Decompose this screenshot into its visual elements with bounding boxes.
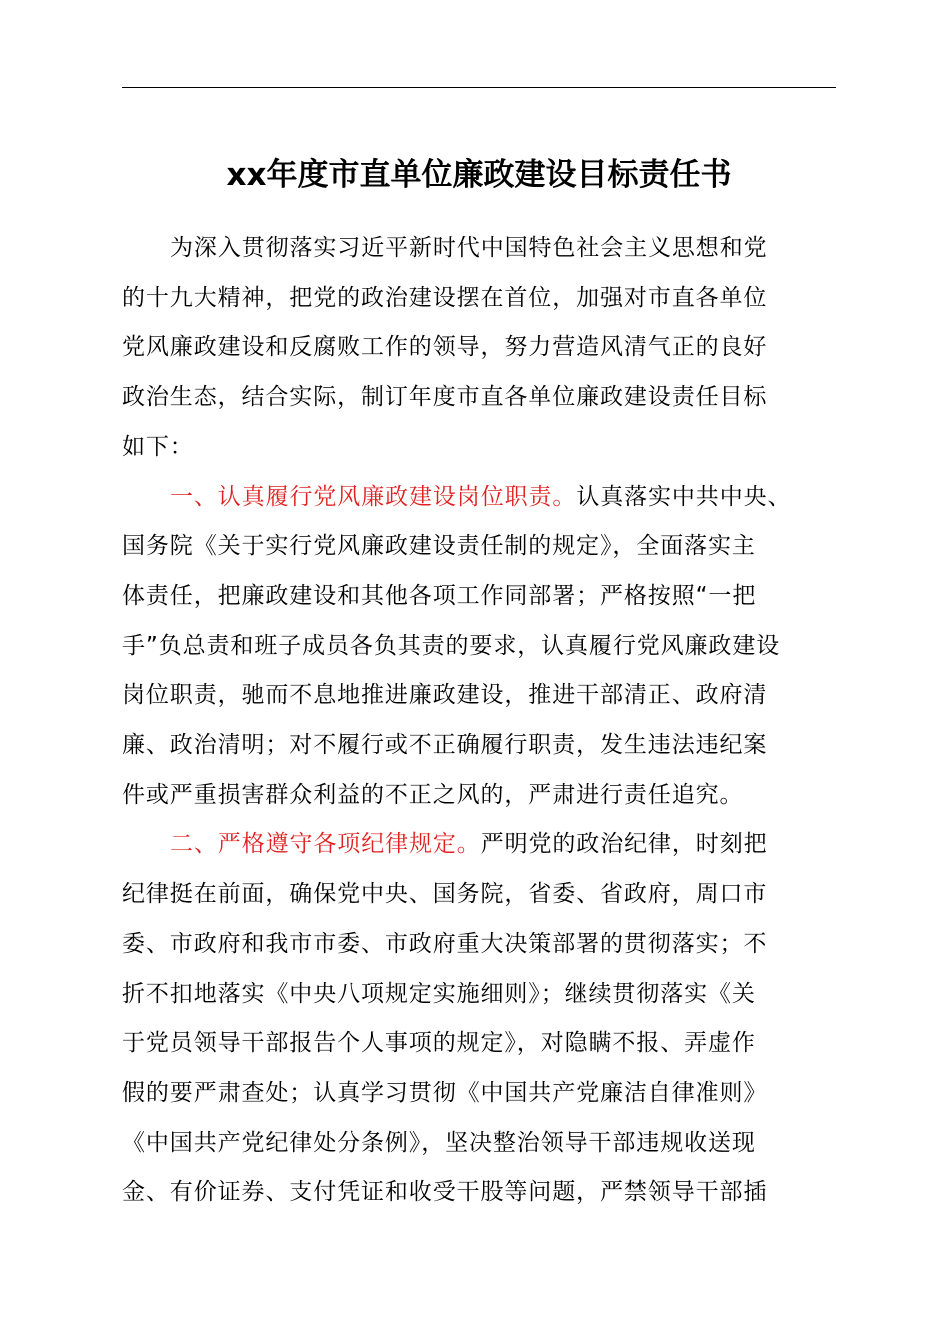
document-title: xx年度市直单位廉政建设目标责任书 — [226, 157, 732, 193]
text-line: 金、有价证券、支付凭证和收受干股等问题，严禁领导干部插 — [122, 1179, 768, 1206]
text-line: 手”负总责和班子成员各负其责的要求，认真履行党风廉政建设 — [122, 632, 781, 659]
text-line: 折不扣地落实《中央八项规定实施细则》；继续贯彻落实《关 — [122, 980, 756, 1007]
text-line: 的十九大精神，把党的政治建设摆在首位，加强对市直各单位 — [122, 284, 768, 311]
text-line: 《中国共产党纪律处分条例》，坚决整治领导干部违规收送现 — [122, 1129, 756, 1156]
text-line — [122, 820, 836, 870]
text-line: 件或严重损害群众利益的不正之风的，严肃进行责任追究。 — [122, 781, 744, 808]
document-body — [122, 224, 836, 1218]
intro-paragraph — [122, 224, 836, 473]
section-2-paragraph — [122, 820, 836, 1218]
text-line: 国务院《关于实行党风廉政建设责任制的规定》，全面落实主 — [122, 533, 756, 560]
text-line — [122, 473, 836, 523]
text-line: 岗位职责，驰而不息地推进廉政建设，推进干部清正、政府清 — [122, 682, 768, 709]
text-line: 纪律挺在前面，确保党中央、国务院，省委、省政府，周口市 — [122, 881, 768, 908]
text-line: 为深入贯彻落实习近平新时代中国特色社会主义思想和党 — [170, 235, 768, 261]
section-2-lead: 严明党的政治纪律，时刻把 — [480, 831, 768, 858]
section-2-heading: 二、严格遵守各项纪律规定。 — [170, 831, 481, 858]
text-line: 于党员领导干部报告个人事项的规定》，对隐瞒不报、弄虚作 — [122, 1030, 756, 1057]
text-line: 委、市政府和我市市委、市政府重大决策部署的贯彻落实；不 — [122, 930, 768, 957]
section-1-paragraph — [122, 473, 836, 821]
text-line: 体责任，把廉政建设和其他各项工作同部署；严格按照“一把 — [122, 582, 757, 609]
text-line: 如下： — [122, 433, 194, 460]
text-line: 党风廉政建设和反腐败工作的领导，努力营造风清气正的良好 — [122, 334, 768, 361]
text-line: 假的要严肃查处；认真学习贯彻《中国共产党廉洁自律准则》 — [122, 1079, 768, 1106]
header-rule — [122, 87, 836, 88]
section-1-lead: 认真落实中共中央、 — [576, 483, 792, 510]
text-line: 廉、政治清明；对不履行或不正确履行职责，发生违法违纪案 — [122, 732, 768, 759]
section-1-heading: 一、认真履行党风廉政建设岗位职责。 — [170, 483, 577, 510]
text-line: 政治生态，结合实际，制订年度市直各单位廉政建设责任目标 — [122, 384, 768, 411]
